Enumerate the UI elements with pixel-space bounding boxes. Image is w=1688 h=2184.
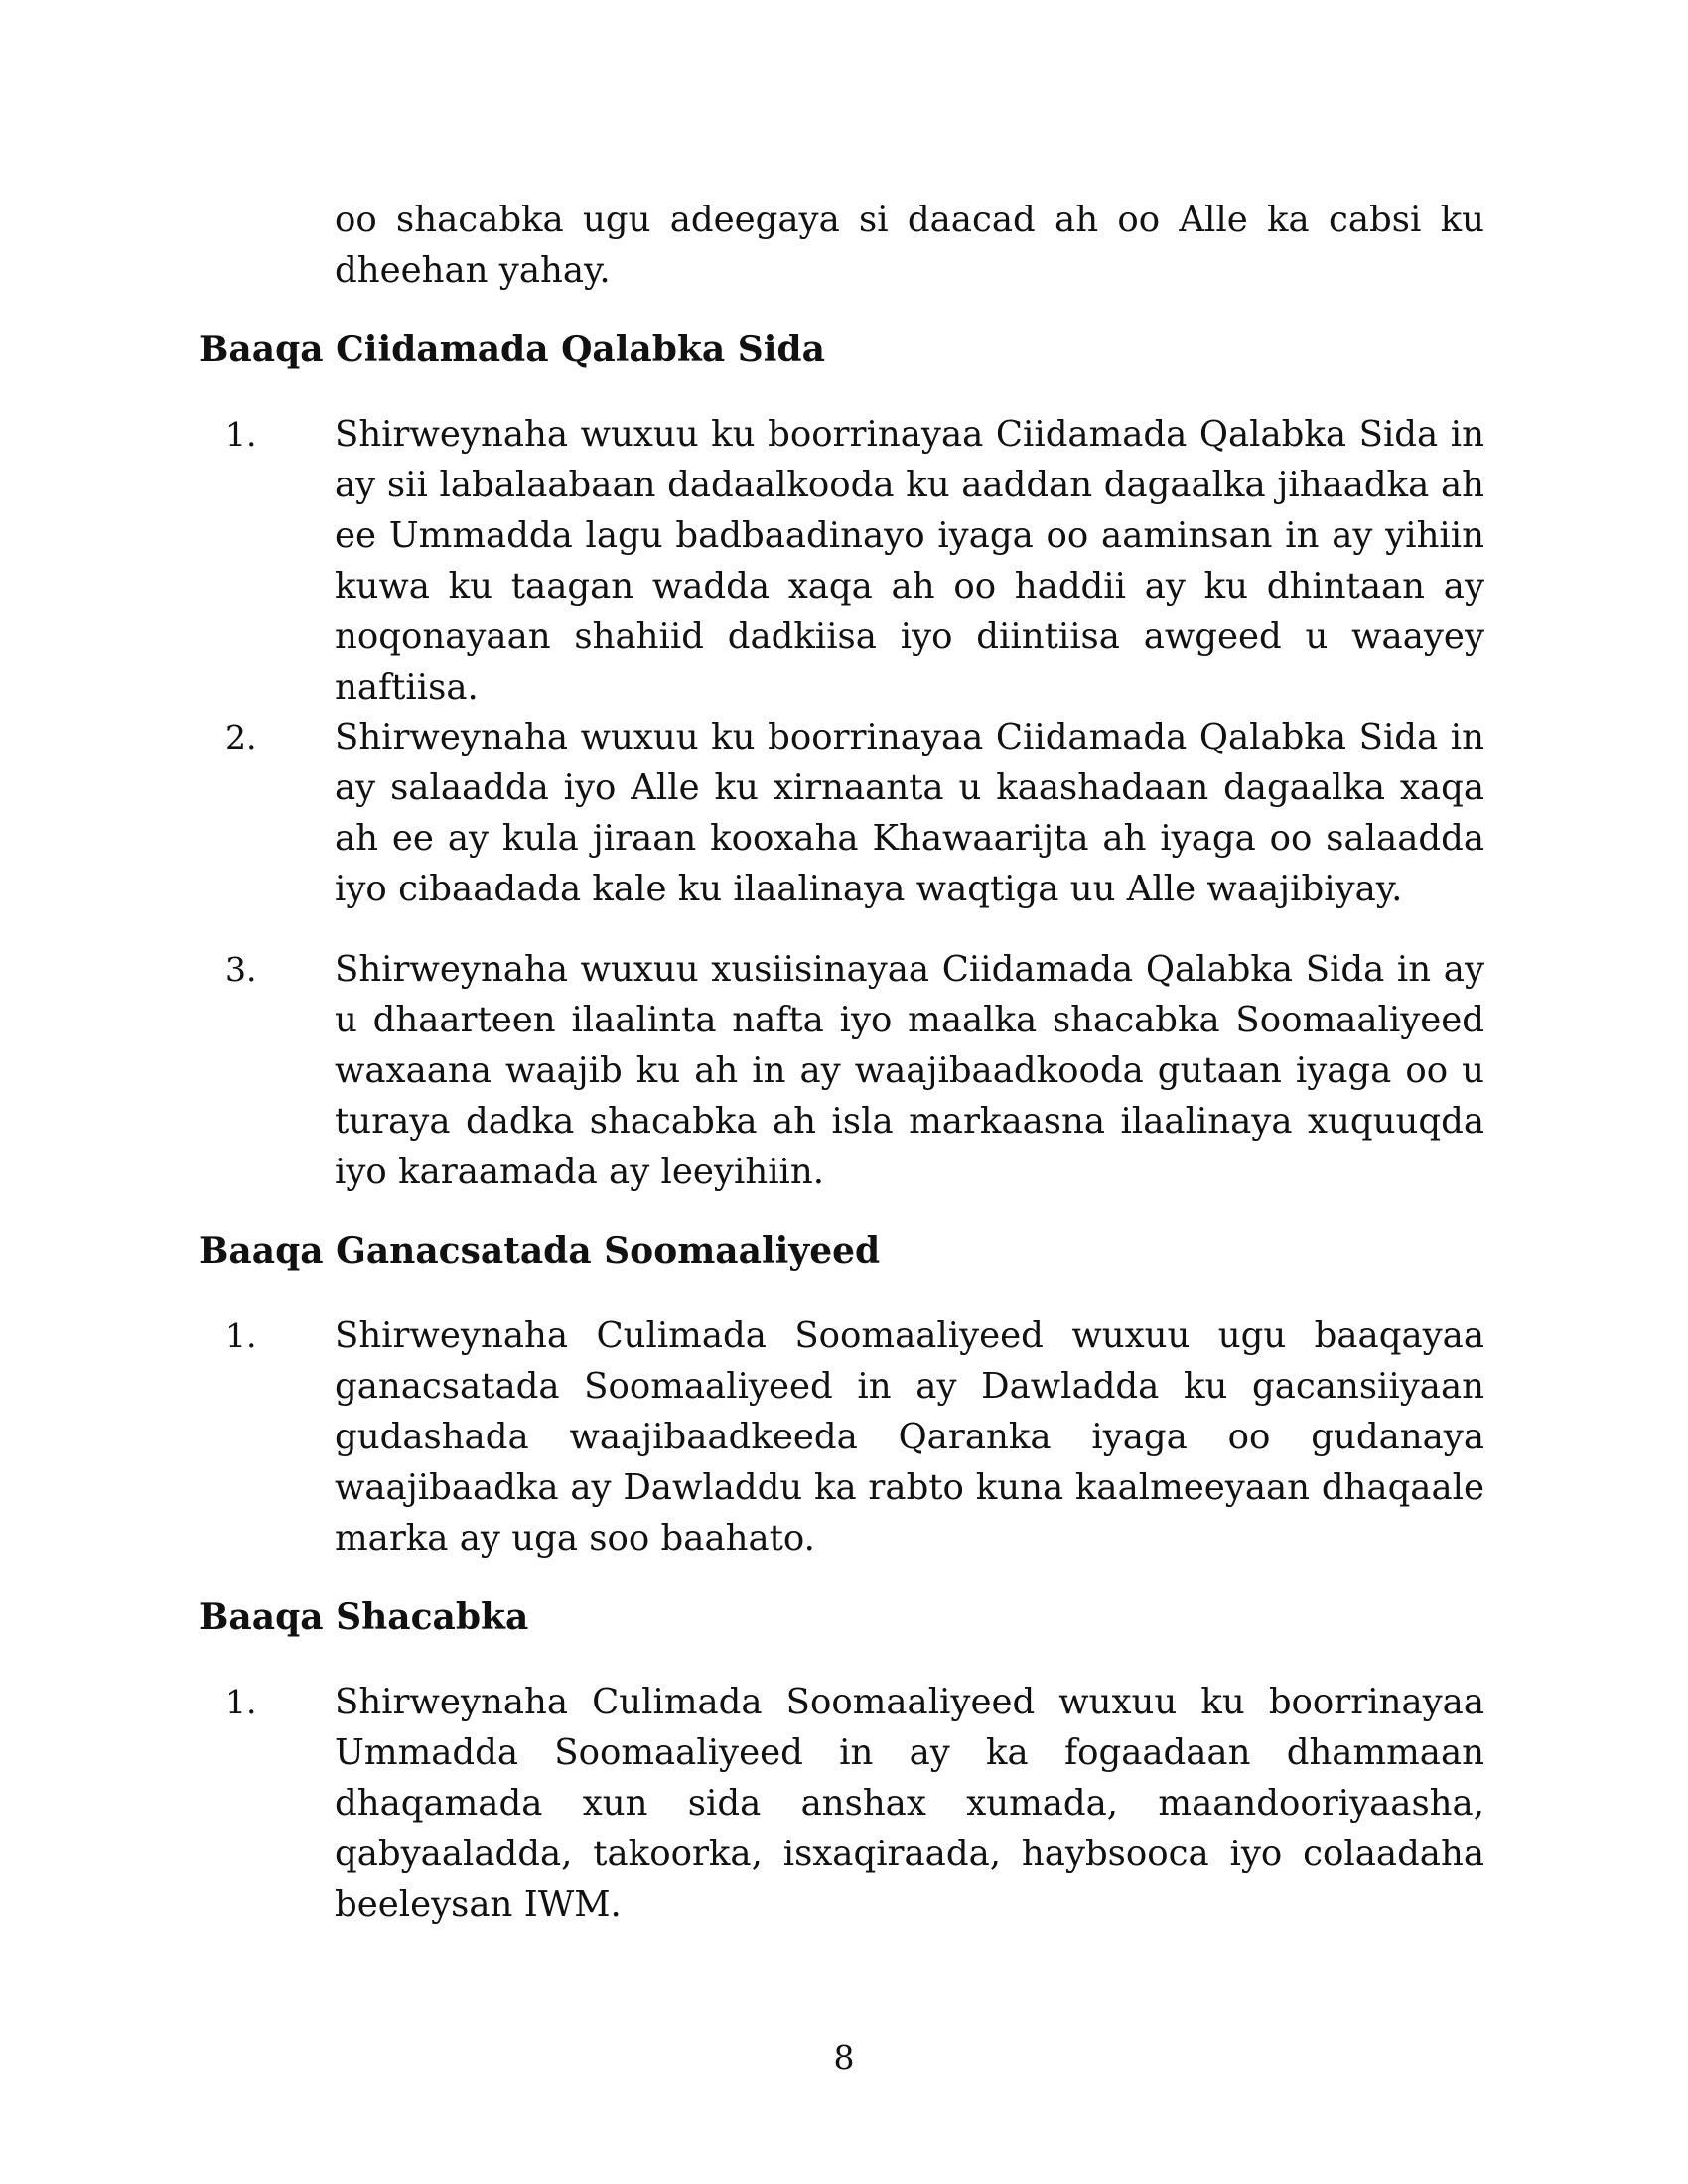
intro-paragraph: oo shacabka ugu adeegaya si daacad ah oo Alle ka cabsi ku dheehan yahay. bbox=[335, 200, 1484, 291]
list-item bbox=[225, 944, 1484, 1197]
list-item-text: Shirweynaha Culimada Soomaaliyeed wuxuu ku boorrinayaa Ummadda Soomaaliyeed in ay ka fogaadaan dhammaan dhaqamada xun sida anshax xumada, maandooriyaasha, qabyaaladda, takoorka, isxaqiraada, haybsooca iyo colaadaha beeleysan IWM. bbox=[335, 1682, 1484, 1925]
list-item-number: 3. bbox=[225, 950, 257, 989]
section-heading-traders: Baaqa Ganacsatada Soomaaliyeed bbox=[199, 1230, 881, 1272]
list-item-number: 1. bbox=[225, 1683, 257, 1721]
section-heading-public: Baaqa Shacabka bbox=[199, 1596, 529, 1638]
page-number: 8 bbox=[833, 2038, 855, 2077]
list-item-number: 1. bbox=[225, 1316, 257, 1355]
list-item bbox=[225, 409, 1484, 713]
list-item bbox=[225, 712, 1484, 914]
list-item-text: Shirweynaha wuxuu xusiisinayaa Ciidamada Qalabka Sida in ay u dhaarteen ilaalinta nafta iyo maalka shacabka Soomaaliyeed waxaana waajib ku ah in ay waajibaadkooda gutaan iyaga oo u turaya dadka shacabka ah isla markaasna ilaalinaya xuquuqda iyo karaamada ay leeyihiin. bbox=[335, 949, 1484, 1192]
list-item-text: Shirweynaha wuxuu ku boorrinayaa Ciidamada Qalabka Sida in ay salaadda iyo Alle ku xirnaanta u kaashadaan dagaalka xaqa ah ee ay kula jiraan kooxaha Khawaarijta ah iyaga oo salaadda iyo cibaadada kale ku ilaalinaya waqtiga uu Alle waajibiyay. bbox=[335, 717, 1484, 909]
list-item-text: Shirweynaha wuxuu ku boorrinayaa Ciidamada Qalabka Sida in ay sii labalaabaan dadaalkooda ku aaddan dagaalka jihaadka ah ee Ummadda lagu badbaadinayo iyaga oo aaminsan in ay yihiin kuwa ku taagan wadda xaqa ah oo haddii ay ku dhintaan ay noqonayaan shahiid dadkiisa iyo diintiisa awgeed u waayey naftiisa. bbox=[335, 414, 1484, 708]
list-item bbox=[225, 1310, 1484, 1564]
section-heading-armed-forces: Baaqa Ciidamada Qalabka Sida bbox=[199, 329, 825, 370]
list-item-text: Shirweynaha Culimada Soomaaliyeed wuxuu ugu baaqayaa ganacsatada Soomaaliyeed in ay Dawladda ku gacansiiyaan gudashada waajibaadkeeda Qaranka iyaga oo gudanaya waajibaadka ay Dawladdu ka rabto kuna kaalmeeyaan dhaqaale marka ay uga soo baahato. bbox=[335, 1315, 1484, 1559]
list-item bbox=[225, 1677, 1484, 1930]
list-item-number: 2. bbox=[225, 718, 257, 756]
list-item-number: 1. bbox=[225, 415, 257, 454]
